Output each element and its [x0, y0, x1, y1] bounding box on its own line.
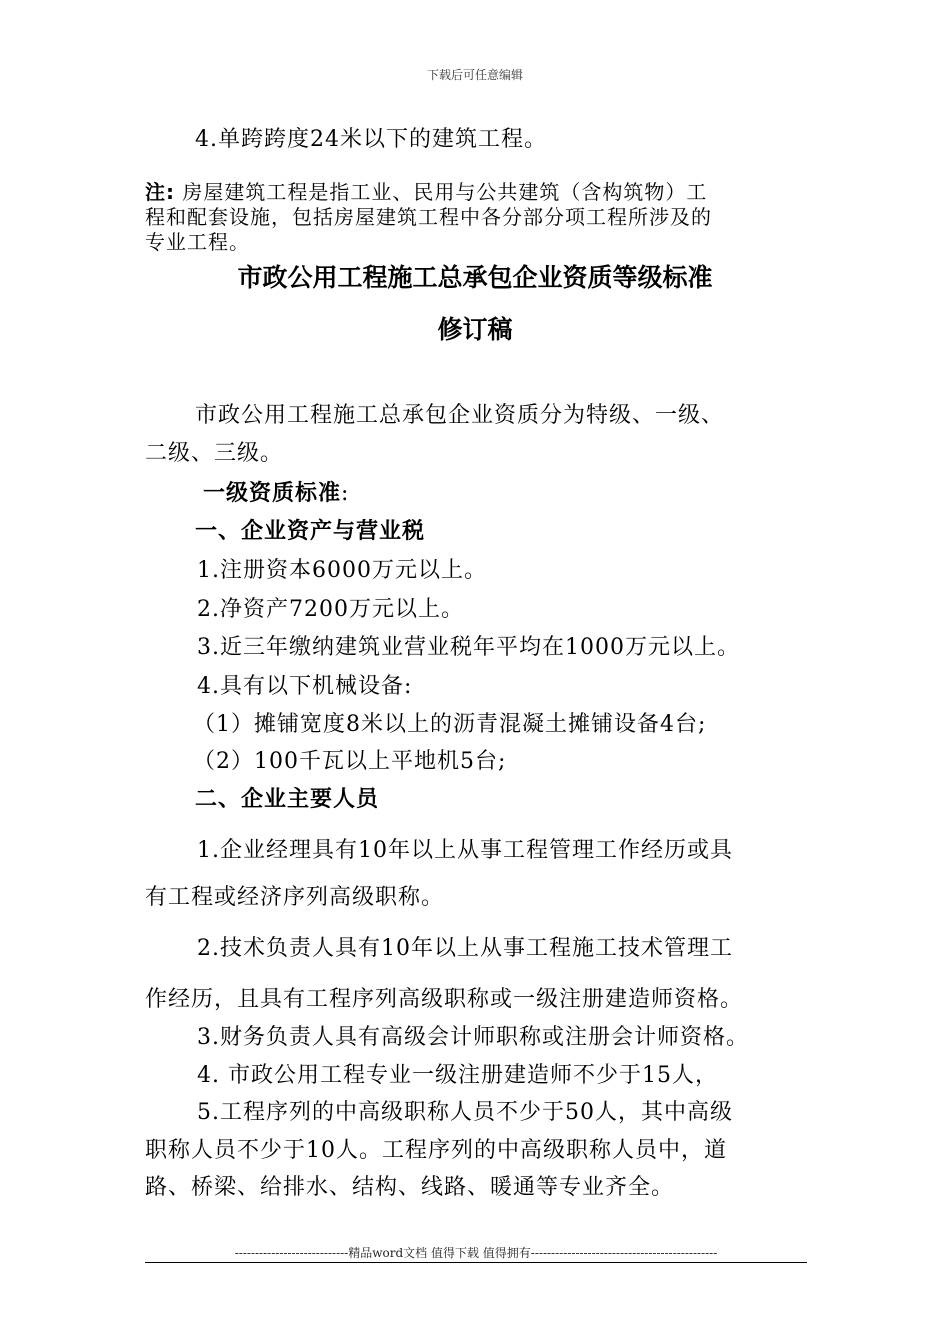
s1-item-2: 2.净资产7200万元以上。 — [197, 597, 464, 622]
intro-line-1: 市政公用工程施工总承包企业资质分为特级、一级、 — [195, 403, 725, 428]
page-footer: ----------------------------精品word文档 值得下载 值得拥有---------------------------------------------- — [234, 1246, 718, 1260]
level1-heading — [203, 476, 349, 507]
level1-heading-text: 一级资质标准 — [203, 481, 342, 506]
level1-heading-colon: : — [341, 481, 350, 506]
section-1-heading: 一、企业资产与营业税 — [195, 519, 426, 544]
s2-item-3: 3.财务负责人具有高级会计师职称或注册会计师资格。 — [197, 1025, 749, 1050]
section-2-heading: 二、企业主要人员 — [195, 787, 380, 812]
s1-item-1: 1.注册资本6000万元以上。 — [197, 558, 487, 583]
s2-item-4: 4. 市政公用工程专业一级注册建造师不少于15人， — [197, 1063, 718, 1088]
note-line-2: 程和配套设施，包括房屋建筑工程中各分部分项工程所涉及的 — [145, 205, 712, 229]
note-label: 注: — [145, 180, 175, 204]
item-4-span: 4.单跨跨度24米以下的建筑工程。 — [195, 127, 547, 152]
note-line-3: 专业工程。 — [145, 230, 250, 254]
intro-line-2: 二级、三级。 — [145, 441, 284, 466]
footer-rule — [145, 1262, 807, 1263]
page-header: 下载后可任意编辑 — [426, 68, 523, 82]
s2-item-2a: 2.技术负责人具有10年以上从事工程施工技术管理工 — [197, 936, 733, 961]
s1-item-4b: （2）100千瓦以上平地机5台; — [193, 749, 507, 774]
s2-item-5b: 职称人员不少于10人。工程序列的中高级职称人员中，道 — [145, 1138, 727, 1163]
document-title: 市政公用工程施工总承包企业资质等级标准 — [237, 263, 713, 292]
s2-item-1a: 1.企业经理具有10年以上从事工程管理工作经历或具 — [197, 838, 733, 863]
s1-item-4: 4.具有以下机械设备: — [197, 674, 413, 699]
s1-item-3: 3.近三年缴纳建筑业营业税年平均在1000万元以上。 — [197, 635, 740, 660]
note-text-1: 房屋建筑工程是指工业、民用与公共建筑（含构筑物）工 — [182, 180, 708, 204]
s2-item-1b: 有工程或经济序列高级职称。 — [145, 885, 445, 910]
s2-item-5c: 路、桥梁、给排水、结构、线路、暖通等专业齐全。 — [145, 1175, 675, 1200]
s1-item-4a: （1）摊铺宽度8米以上的沥青混凝土摊铺设备4台; — [193, 712, 707, 737]
document-subtitle: 修订稿 — [437, 315, 513, 344]
s2-item-5a: 5.工程序列的中高级职称人员不少于50人，其中高级 — [197, 1100, 733, 1125]
s2-item-2b: 作经历，且具有工程序列高级职称或一级注册建造师资格。 — [145, 987, 744, 1012]
